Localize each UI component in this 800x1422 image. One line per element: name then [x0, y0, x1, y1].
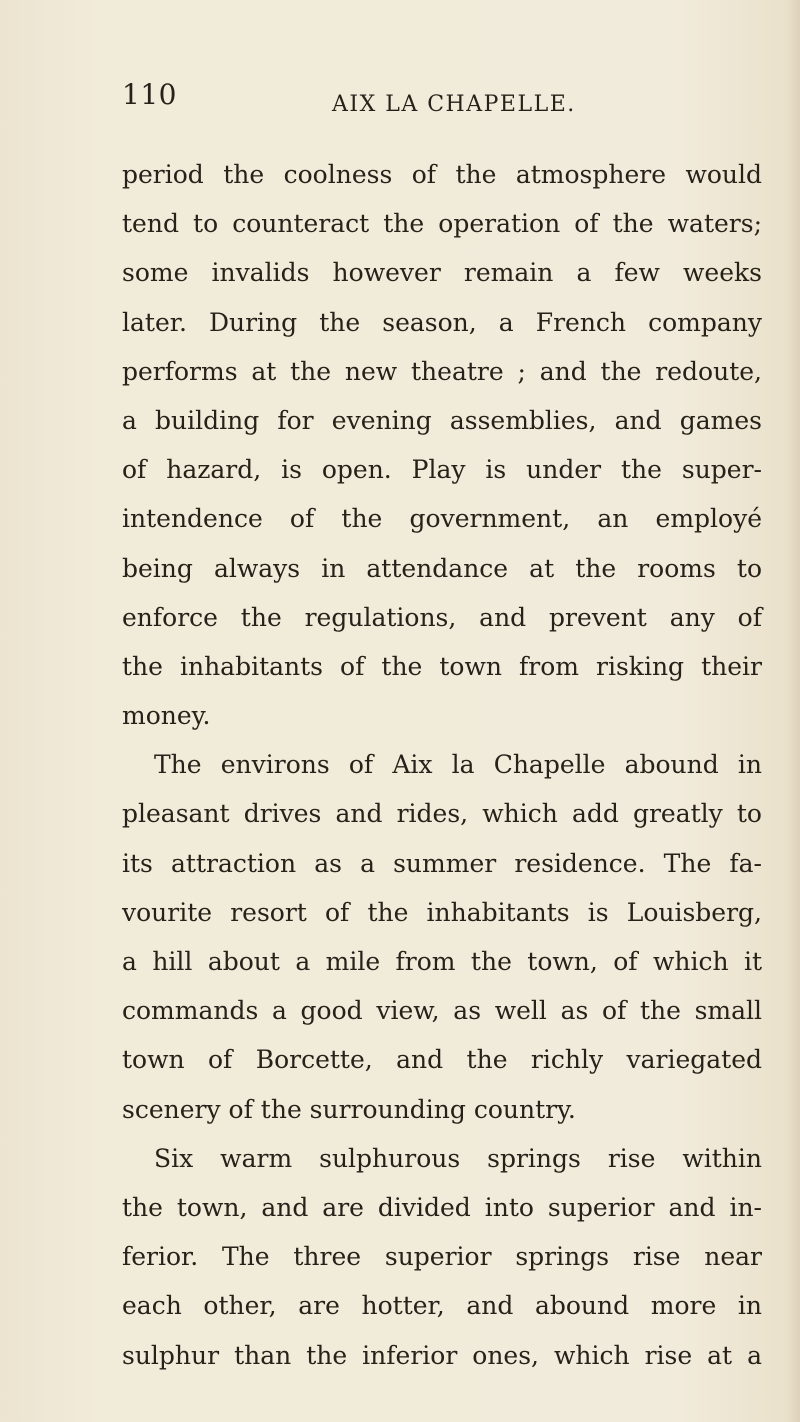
text-line: each other, are hotter, and abound more in: [122, 1291, 762, 1321]
text-line: sulphur than the inferior ones, which rise at a: [122, 1340, 762, 1370]
text-line: its attraction as a summer residence. The fa-: [122, 848, 762, 878]
text-line: tend to counteract the operation of the waters;: [122, 209, 762, 239]
text-line: vourite resort of the inhabitants is Louisberg,: [122, 897, 762, 927]
text-line: intendence of the government, an employé: [122, 504, 762, 534]
text-line: performs at the new theatre ; and the redoute,: [122, 356, 762, 386]
text-line: some invalids however remain a few weeks: [122, 258, 762, 288]
text-line-paragraph-end: money.: [122, 701, 211, 731]
text-line-paragraph-start: Six warm sulphurous springs rise within: [154, 1143, 762, 1173]
page-header: [122, 78, 742, 118]
text-line: town of Borcette, and the richly variegated: [122, 1045, 762, 1075]
page-number: 110: [122, 78, 177, 111]
text-line: later. During the season, a French company: [122, 307, 762, 337]
text-line: of hazard, is open. Play is under the super-: [122, 455, 762, 485]
text-line: a hill about a mile from the town, of which it: [122, 947, 762, 976]
text-line: ferior. The three superior springs rise near: [122, 1242, 762, 1272]
page-edge-shadow: [786, 0, 800, 1422]
running-head: AIX LA CHAPELLE.: [332, 92, 576, 117]
text-line: enforce the regulations, and prevent any of: [122, 602, 762, 632]
text-line-paragraph-end: scenery of the surrounding country.: [122, 1094, 576, 1124]
text-line: the inhabitants of the town from risking their: [122, 651, 762, 681]
text-line: commands a good view, as well as of the small: [122, 996, 762, 1026]
text-line: being always in attendance at the rooms to: [122, 553, 762, 583]
text-line: period the coolness of the atmosphere would: [122, 160, 762, 189]
text-line-paragraph-start: The environs of Aix la Chapelle abound in: [154, 750, 762, 780]
text-line: pleasant drives and rides, which add greatly to: [122, 799, 762, 829]
body-text: [122, 150, 762, 1380]
text-line: a building for evening assemblies, and games: [122, 405, 762, 435]
text-line: the town, and are divided into superior and in-: [122, 1192, 762, 1222]
